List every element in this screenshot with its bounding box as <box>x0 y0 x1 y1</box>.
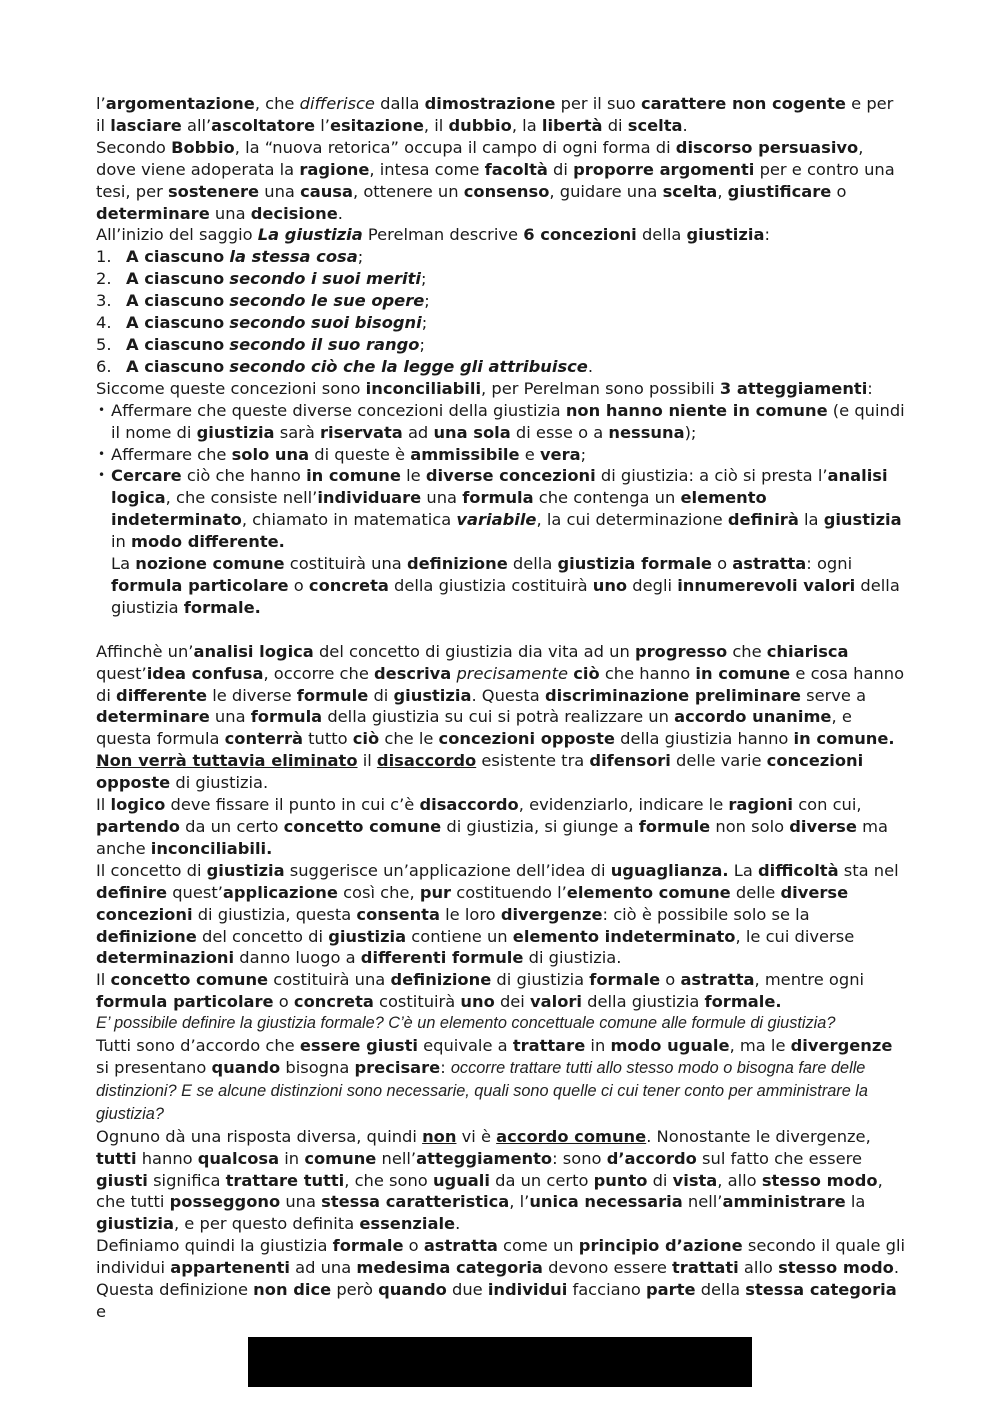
text-run: essere giusti <box>299 1036 418 1056</box>
text-run: innumerevoli valori <box>677 575 856 595</box>
text-run: giustizia <box>206 860 285 880</box>
text-run: partendo <box>96 817 180 836</box>
atteggiamenti-list <box>96 400 906 619</box>
text-run: stesso modo <box>778 1258 894 1278</box>
text-run: vera <box>539 444 581 464</box>
text-run: inconciliabili. <box>150 838 273 858</box>
text-run: differenti formule <box>360 948 524 968</box>
concezione-item <box>96 290 906 312</box>
text-run: logico <box>110 795 166 815</box>
list-number: 3. <box>96 291 112 311</box>
item-end: ; <box>421 313 428 333</box>
text-run: giustizia <box>686 225 765 245</box>
text-run: divergenze <box>500 904 603 924</box>
text-run: difensori <box>589 751 671 771</box>
text-run: progresso <box>634 641 728 661</box>
text-run: divergenze <box>790 1036 893 1056</box>
text-run: in comune <box>695 663 791 683</box>
paragraph-gap <box>96 619 906 641</box>
paragraph-categoria: Questa definizione non dice però quando due individui facciano parte della stessa categoria e <box>96 1280 897 1321</box>
text-run: elemento indeterminato <box>111 488 767 530</box>
text-run: in comune <box>306 466 401 486</box>
text-run: quando <box>211 1057 281 1077</box>
text-run: precisare <box>354 1057 441 1077</box>
paragraph-atteggiamenti-intro: Siccome queste concezioni sono inconciliabili, per Perelman sono possibili 3 atteggiamenti: <box>96 378 873 398</box>
text-run: non <box>422 1126 457 1146</box>
atteggiamento-item <box>96 465 906 618</box>
text-run: Non verrà tuttavia eliminato <box>96 751 358 771</box>
text-run: occorre trattare tutti allo stesso modo o bisogna fare delle distinzioni? E se alcune distinzioni sono necessarie, quali sono quelle ci cui tener conto per amministrare la giustizia? <box>96 1058 868 1123</box>
item-criterion: secondo ciò che la legge gli attribuisce <box>229 356 588 376</box>
text-run: determinare <box>96 203 210 223</box>
text-run: uno <box>460 992 495 1012</box>
text-run: trattare <box>512 1036 586 1056</box>
text-run: non hanno niente in comune <box>565 400 828 420</box>
text-run: concreta <box>308 575 389 595</box>
text-run: elemento comune <box>566 882 731 902</box>
text-run: d’accordo <box>606 1148 697 1168</box>
text-run: diverse concezioni <box>96 882 849 924</box>
text-run: La giustizia <box>257 225 363 245</box>
list-number: 1. <box>96 247 112 267</box>
text-run: 6 concezioni <box>523 225 637 245</box>
text-run: chiarisca <box>766 641 849 661</box>
paragraph-logico: Il logico deve fissare il punto in cui c’è disaccordo, evidenziarlo, indicare le ragioni con cui, partendo da un certo concetto comune di giustizia, si giunge a formule non solo diverse ma anche inconciliabili. <box>96 795 888 858</box>
text-run: formula particolare <box>111 575 289 595</box>
paragraph-definizione: Definiamo quindi la giustizia formale o astratta come un principio d’azione secondo il quale gli individui appartenenti ad una medesima categoria devono essere trattati allo stesso modo. <box>96 1236 906 1278</box>
text-run: uguali <box>432 1170 490 1190</box>
text-run: scelta <box>627 115 683 135</box>
item-end: . <box>587 356 594 376</box>
text-run: tutti <box>96 1148 137 1168</box>
text-run: variabile <box>456 510 537 530</box>
text-run: qualcosa <box>197 1148 280 1168</box>
text-run: concetto comune <box>283 817 442 836</box>
text-run: accordo comune <box>496 1126 647 1146</box>
text-run: trattati <box>672 1258 739 1278</box>
text-run: disaccordo <box>419 795 519 815</box>
text-run: stessa categoria <box>745 1280 897 1300</box>
item-lead: A ciascuno <box>126 291 225 311</box>
text-run: valori <box>530 992 582 1012</box>
text-run: parte <box>646 1280 696 1300</box>
item-criterion: secondo i suoi meriti <box>229 269 422 289</box>
concezione-item <box>96 268 906 290</box>
text-run: formale <box>589 970 661 990</box>
text-run: giusti <box>96 1170 148 1190</box>
item-end: ; <box>424 291 430 311</box>
document-page <box>96 93 906 1323</box>
item-text: Affermare che queste diverse concezioni della giustizia non hanno niente in comune (e quindi il nome di giustizia sarà riservata ad una sola di esse o a nessuna); <box>111 400 905 442</box>
text-run: astratta <box>680 970 755 990</box>
text-run: definizione <box>406 554 508 574</box>
text-run: definirà <box>727 510 799 530</box>
text-run: differente <box>116 685 208 705</box>
text-run: analisi logica <box>193 641 314 661</box>
text-run: giustizia <box>196 422 275 442</box>
text-run: dimostrazione <box>424 94 556 113</box>
text-run: disaccordo <box>376 751 477 771</box>
text-run: modo uguale <box>610 1036 730 1056</box>
list-number: 5. <box>96 334 112 354</box>
text-run: formula particolare <box>96 992 274 1012</box>
item-end: ; <box>419 334 425 354</box>
text-run: Cercare <box>111 466 182 486</box>
concezione-item <box>96 312 906 334</box>
text-run: elemento indeterminato <box>512 926 736 946</box>
text-run: discorso persuasivo <box>675 137 859 157</box>
text-run: giustizia <box>823 510 902 530</box>
text-run: idea confusa <box>146 663 264 683</box>
item-criterion: secondo suoi bisogni <box>229 313 422 333</box>
text-run: sostenere <box>167 181 260 201</box>
text-run: amministrare <box>722 1192 846 1212</box>
text-run: proporre argomenti <box>573 159 755 179</box>
text-run: nozione comune <box>135 554 285 574</box>
text-run: libertà <box>541 115 603 135</box>
text-run: determinazioni <box>96 948 235 968</box>
text-run: applicazione <box>222 882 338 902</box>
text-run: stesso modo <box>761 1170 878 1190</box>
text-run: difficoltà <box>757 860 839 880</box>
item-end: ; <box>421 269 427 289</box>
bullet-icon: • <box>98 468 106 483</box>
text-run: concezioni opposte <box>96 751 864 793</box>
text-run: astratta <box>732 554 807 574</box>
text-run: trattare tutti <box>225 1170 345 1190</box>
text-run: essenziale <box>359 1214 456 1234</box>
text-run: concetto comune <box>110 970 269 990</box>
item-lead: A ciascuno <box>126 334 225 354</box>
item-text: Cercare ciò che hanno in comune le diverse concezioni di giustizia: a ciò si presta l’analisi logica, che consiste nell’individuare una formula che contenga un elemento indeterminato, chiamato in matematica variabile, la cui determinazione definirà la giustizia in modo differente. <box>111 466 902 552</box>
text-run: medesima categoria <box>356 1258 543 1278</box>
item-lead: A ciascuno <box>126 269 225 289</box>
text-run: lasciare <box>110 115 182 135</box>
text-run: discriminazione preliminare <box>544 685 801 705</box>
question-giustizia-formale: E’ possibile definire la giustizia formale? C’è un elemento concettuale comune alle formule di giustizia? <box>96 1014 836 1033</box>
text-run: riservata <box>320 422 403 442</box>
text-run: in comune. <box>793 729 895 749</box>
text-run: precisamente <box>456 663 569 683</box>
item-criterion: secondo le sue opere <box>229 291 425 311</box>
text-run: definizione <box>96 926 197 946</box>
text-run: giustificare <box>727 181 832 201</box>
text-run: individuare <box>317 488 422 508</box>
text-run: ragioni <box>728 795 794 815</box>
bullet-icon: • <box>98 402 106 417</box>
text-run: facoltà <box>484 159 548 179</box>
text-run: una sola <box>433 422 511 442</box>
text-run: determinare <box>96 707 210 727</box>
list-number: 2. <box>96 269 112 289</box>
text-run: ascoltatore <box>211 115 316 135</box>
text-run: ammissibile <box>410 444 520 464</box>
text-run: solo una <box>231 444 310 464</box>
text-run: vista <box>672 1170 718 1190</box>
text-run: inconciliabili <box>365 378 482 398</box>
text-run: ciò <box>352 729 380 749</box>
paragraph-divergenze: Tutti sono d’accordo che essere giusti equivale a trattare in modo uguale, ma le divergenze si presentano quando bisogna precisare: occorre trattare tutti allo stesso modo o bisogna fare delle distinzioni? E se alcune distinzioni sono necessarie, quali sono quelle ci cui tener conto per amministrare la giustizia? <box>96 1036 893 1123</box>
concezione-item <box>96 334 906 356</box>
paragraph-concetto-comune: Il concetto comune costituirà una definizione di giustizia formale o astratta, mentre ogni formula particolare o concreta costituirà uno dei valori della giustizia formale. <box>96 970 865 1012</box>
text-run: accordo unanime <box>674 707 832 727</box>
text-run: esitazione <box>329 115 424 135</box>
text-run: formule <box>638 817 711 836</box>
bullet-icon: • <box>98 446 106 461</box>
item-lead: A ciascuno <box>126 313 225 333</box>
text-run: definire <box>96 882 168 902</box>
text-run: atteggiamento <box>416 1148 553 1168</box>
text-run: pur <box>419 882 452 902</box>
item-lead: A ciascuno <box>126 247 225 267</box>
text-run: 3 atteggiamenti <box>719 378 868 398</box>
text-run: carattere non cogente <box>640 94 846 113</box>
text-run: quando <box>378 1280 447 1300</box>
item-criterion: secondo il suo rango <box>229 334 420 354</box>
text-run: ciò <box>573 663 600 683</box>
text-run: nessuna <box>608 422 685 442</box>
text-run: unica necessaria <box>529 1192 683 1212</box>
text-run: diverse concezioni <box>425 466 596 486</box>
atteggiamento-note: La nozione comune costituirà una definizione della giustizia formale o astratta: ogni formula particolare o concreta della giustizia costituirà uno degli innumerevoli valori della giustizia formale. <box>111 554 900 617</box>
text-run: decisione <box>250 203 338 223</box>
list-number: 4. <box>96 313 112 333</box>
text-run: descriva <box>374 663 452 683</box>
text-run: giustizia formale <box>557 554 712 574</box>
text-run: astratta <box>423 1236 498 1256</box>
text-run: scelta <box>662 181 718 201</box>
text-run: formule <box>296 685 369 705</box>
paragraph-uguaglianza: Il concetto di giustizia suggerisce un’applicazione dell’idea di uguaglianza. La difficoltà sta nel definire quest’applicazione così che, pur costituendo l’elemento comune delle diverse concezioni di giustizia, questa consenta le loro divergenze: ciò è possibile solo se la definizione del concetto di giustizia contiene un elemento indeterminato, le cui diverse determinazioni danno luogo a differenti formule di giustizia. <box>96 860 899 968</box>
text-run: uguaglianza. <box>610 860 729 880</box>
text-run: formale <box>332 1236 404 1256</box>
redaction-bar <box>248 1337 752 1387</box>
item-end: ; <box>357 247 364 267</box>
paragraph-accordo: Ognuno dà una risposta diversa, quindi non vi è accordo comune. Nonostante le divergenze, tutti hanno qualcosa in comune nell’atteggiamento: sono d’accordo sul fatto che essere giusti significa trattare tutti, che sono uguali da un certo punto di vista, allo stesso modo, che tutti posseggono una stessa caratteristica, l’unica necessaria nell’amministrare la giustizia, e per questo definita essenziale. <box>96 1126 883 1234</box>
text-run: ragione <box>299 159 370 179</box>
text-run: comune <box>304 1148 377 1168</box>
text-run: consenso <box>463 181 550 201</box>
atteggiamento-item <box>96 444 906 466</box>
paragraph-analisi-logica: Affinchè un’analisi logica del concetto di giustizia dia vita ad un progresso che chiarisca quest’idea confusa, occorre che descriva precisamente ciò che hanno in comune e cosa hanno di differente le diverse formule di giustizia. Questa discriminazione preliminare serve a determinare una formula della giustizia su cui si potrà realizzare un accordo unanime, e questa formula conterrà tutto ciò che le concezioni opposte della giustizia hanno in comune. Non verrà tuttavia eliminato il disaccordo esistente tra difensori delle varie concezioni opposte di giustizia. <box>96 641 905 793</box>
list-number: 6. <box>96 356 112 376</box>
text-run: giustizia <box>328 926 407 946</box>
text-run: differisce <box>299 94 375 113</box>
item-lead: A ciascuno <box>126 356 225 376</box>
paragraph-perelman-intro: All’inizio del saggio La giustizia Perelman descrive 6 concezioni della giustizia: <box>96 225 770 245</box>
text-run: diverse <box>789 817 857 836</box>
text-run: giustizia <box>96 1214 174 1234</box>
text-run: analisi logica <box>111 466 888 508</box>
text-run: dubbio <box>448 115 512 135</box>
text-run: concezioni opposte <box>438 729 615 749</box>
text-run: concreta <box>293 992 374 1012</box>
text-run: conterrà <box>224 729 303 749</box>
item-criterion: la stessa cosa <box>229 247 358 267</box>
item-text: Affermare che solo una di queste è ammissibile e vera; <box>111 444 587 464</box>
text-run: uno <box>592 575 628 595</box>
text-run: individui <box>487 1280 568 1300</box>
atteggiamento-item <box>96 400 906 444</box>
text-run: formula <box>462 488 534 508</box>
text-run: principio d’azione <box>578 1236 743 1256</box>
text-run: formale. <box>183 597 261 617</box>
text-run: formale. <box>704 992 782 1012</box>
text-run: giustizia <box>393 685 472 705</box>
text-run: causa <box>300 181 353 201</box>
text-run: appartenenti <box>170 1258 290 1278</box>
paragraph-argomentazione: l’argomentazione, che differisce dalla dimostrazione per il suo carattere non cogente e per il lasciare all’ascoltatore l’esitazione, il dubbio, la libertà di scelta. <box>96 94 894 135</box>
concezione-item <box>96 246 906 268</box>
text-run: Bobbio <box>171 137 235 157</box>
text-run: modo differente. <box>131 532 285 552</box>
text-run: argomentazione <box>105 94 255 113</box>
text-run: definizione <box>390 970 492 990</box>
text-run: stessa caratteristica <box>321 1192 510 1212</box>
concezioni-list <box>96 246 906 377</box>
paragraph-bobbio: Secondo Bobbio, la “nuova retorica” occupa il campo di ogni forma di discorso persuasivo, dove viene adoperata la ragione, intesa come facoltà di proporre argomenti per e contro una tesi, per sostenere una causa, ottenere un consenso, guidare una scelta, giustificare o determinare una decisione. <box>96 137 895 223</box>
text-run: posseggono <box>169 1192 281 1212</box>
concezione-item <box>96 356 906 378</box>
text-run: non dice <box>253 1280 332 1300</box>
text-run: formula <box>250 707 323 727</box>
text-run: consenta <box>356 904 440 924</box>
text-run: punto <box>593 1170 648 1190</box>
